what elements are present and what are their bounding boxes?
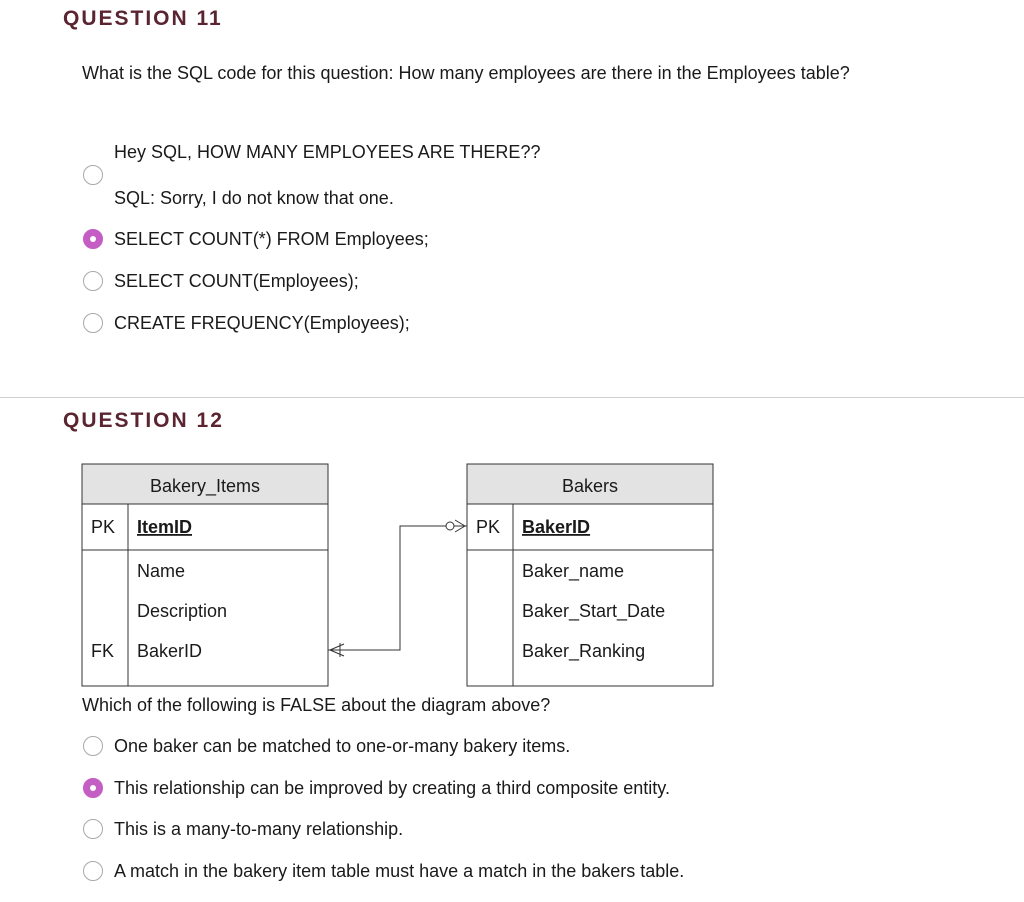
option-label: This is a many-to-many relationship. [114,818,404,839]
relationship-line [328,526,467,650]
option-label: This relationship can be improved by creating a third composite entity. [114,777,670,798]
crows-foot-icon [455,526,465,532]
bakery-items-pk-key: PK [91,517,116,537]
crows-foot-icon [455,520,465,526]
option-label: SELECT COUNT(Employees); [114,270,359,291]
bakers-pk-field: BakerID [522,517,591,537]
question-12-option-3[interactable] [83,816,403,842]
option-label: SELECT COUNT(*) FROM Employees; [114,228,429,249]
bakery-items-title: Bakery_Items [149,476,261,496]
question-12-option-4[interactable] [83,858,684,884]
radio-button[interactable] [83,861,103,881]
question-12-title: QUESTION 12 [63,409,224,432]
bakers-field: Baker_Ranking [522,641,646,661]
optional-circle-icon [446,522,454,530]
bakery-items-body [82,504,328,686]
bakery-items-field: Description [137,601,228,621]
bakers-table [467,464,713,686]
option-label: CREATE FREQUENCY(Employees); [114,312,410,333]
question-12-text: Which of the following is FALSE about the diagram above? [82,695,551,715]
bakers-field: Baker_Start_Date [522,601,666,621]
radio-button-selected[interactable] [83,778,103,798]
radio-button[interactable] [83,736,103,756]
bakery-items-pk-field: ItemID [137,517,193,537]
relationship-connector [328,520,467,657]
bakers-title: Bakers [561,476,619,496]
bakery-items-table [82,464,328,686]
crows-foot-icon [330,650,344,656]
bakery-items-field: Name [137,561,186,581]
question-11-title: QUESTION 11 [63,7,223,30]
option-1-line-1: Hey SQL, HOW MANY EMPLOYEES ARE THERE?? [114,142,541,162]
bakery-items-field: BakerID [137,641,203,661]
crows-foot-icon [330,644,344,650]
question-12-option-2[interactable] [83,775,670,801]
question-11-text: What is the SQL code for this question: How many employees are there in the Employees table? [82,63,850,83]
radio-button[interactable] [83,819,103,839]
bakers-pk-key: PK [476,517,501,537]
option-label: One baker can be matched to one-or-many bakery items. [114,735,571,756]
bakers-field: Baker_name [522,561,625,581]
option-label: A match in the bakery item table must have a match in the bakers table. [114,860,685,881]
question-12-option-1[interactable] [83,733,570,759]
bakery-items-fk-key: FK [91,641,115,661]
option-1-line-2: SQL: Sorry, I do not know that one. [114,188,394,208]
